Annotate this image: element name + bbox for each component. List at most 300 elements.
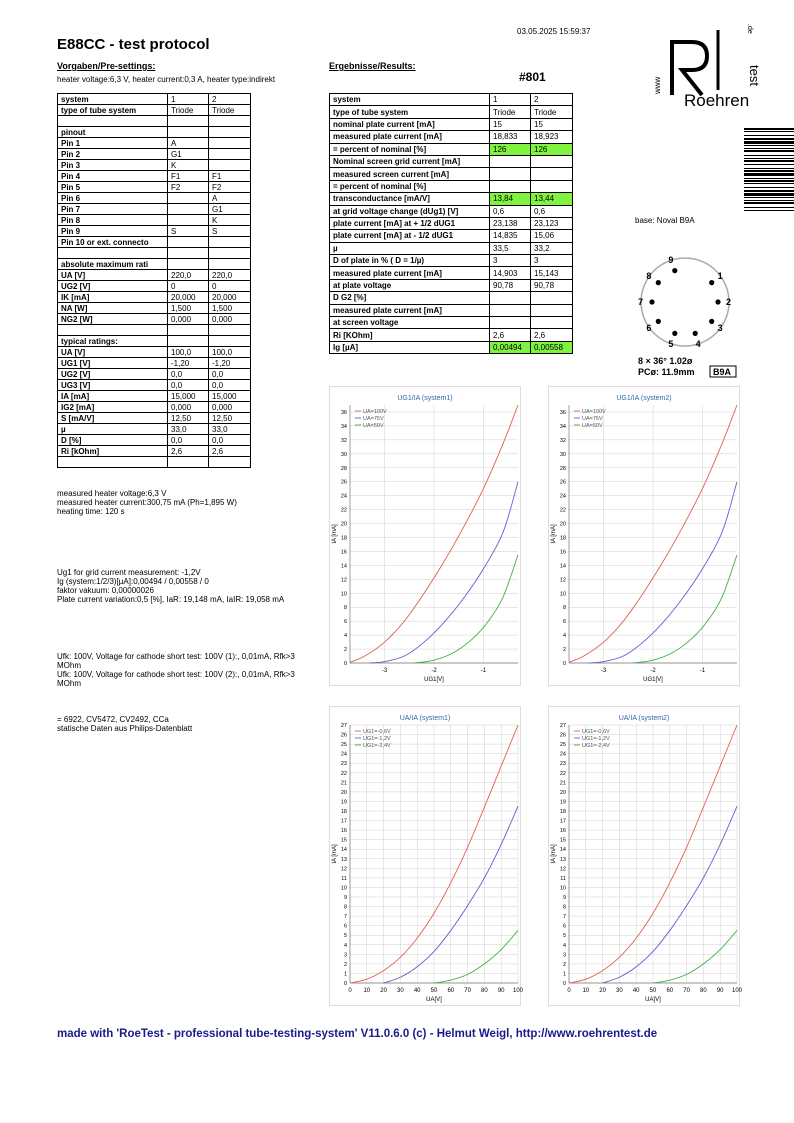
table-row <box>58 204 251 215</box>
roehrentest-logo <box>653 20 762 110</box>
y-tick-label: 6 <box>343 619 347 626</box>
system-1-value <box>490 317 531 329</box>
pin-4-label: 4 <box>695 338 701 349</box>
system-1-value: 126 <box>490 143 531 155</box>
system-2-value <box>209 138 251 149</box>
table-row <box>58 424 251 435</box>
system-2-value <box>531 180 573 192</box>
row-label: D of plate in % ( D = 1/µ) <box>330 255 490 267</box>
system-1-value <box>168 248 209 259</box>
y-tick-label: 18 <box>340 809 347 815</box>
system-1-value <box>490 180 531 192</box>
y-tick-label: 18 <box>559 535 566 542</box>
system-2-value: 0 <box>209 281 251 292</box>
x-tick-label: 10 <box>582 988 590 994</box>
pin-6-label: 6 <box>646 322 652 333</box>
base-spec-1: 8 × 36° 1.02ø <box>638 356 693 366</box>
system-2-value: 2 <box>531 94 573 106</box>
system-1-value: 18,833 <box>490 131 531 143</box>
row-label: at plate voltage <box>330 279 490 291</box>
table-row <box>58 127 251 138</box>
row-label: UG1 [V] <box>58 358 168 369</box>
row-label: D G2 [%] <box>330 292 490 304</box>
system-2-value: F1 <box>209 171 251 182</box>
table-row <box>58 259 251 270</box>
y-tick-label: 36 <box>340 409 347 416</box>
x-tick-label: -3 <box>381 668 388 674</box>
system-2-value: 20,000 <box>209 292 251 303</box>
system-2-value <box>209 248 251 259</box>
chart-ug1-ia-system1 <box>329 386 521 686</box>
y-tick-label: 10 <box>559 885 566 892</box>
system-1-value: 1 <box>168 94 209 105</box>
system-1-value: 3 <box>490 255 531 267</box>
table-row <box>330 292 573 304</box>
y-tick-label: 13 <box>559 856 566 863</box>
y-tick-label: 2 <box>343 961 347 968</box>
table-row <box>58 171 251 182</box>
row-label: measured plate current [mA] <box>330 131 490 143</box>
x-tick-label: -3 <box>600 668 607 674</box>
system-1-value: Triode <box>168 105 209 116</box>
y-tick-label: 11 <box>560 875 566 882</box>
row-label: µ <box>330 242 490 254</box>
chart-ua-ia-system2 <box>548 706 743 1006</box>
y-tick-label: 12 <box>559 866 566 873</box>
legend-label: UG1=-0,6V <box>363 729 391 735</box>
y-tick-label: 0 <box>343 981 347 987</box>
y-tick-label: 23 <box>340 761 347 768</box>
heater-notes <box>57 489 317 516</box>
table-row <box>330 317 573 329</box>
system-1-value <box>168 193 209 204</box>
x-axis-label: UG1[V] <box>643 677 663 683</box>
system-1-value: 0,00494 <box>490 341 531 353</box>
system-2-value <box>209 160 251 171</box>
y-tick-label: 16 <box>559 549 566 556</box>
system-2-value <box>209 237 251 248</box>
series-line-3 <box>434 930 518 983</box>
y-tick-label: 2 <box>562 961 566 968</box>
y-tick-label: 20 <box>559 521 566 528</box>
row-label: Pin 1 <box>58 138 168 149</box>
table-row <box>330 329 573 341</box>
y-tick-label: 19 <box>340 799 347 806</box>
pin-2-label: 2 <box>726 297 732 307</box>
chart-title: UG1/IA (system1) <box>397 395 453 402</box>
y-tick-label: 9 <box>562 895 566 901</box>
heater-measured: measured heater voltage:6,3 V <box>57 489 167 498</box>
y-tick-label: 5 <box>562 933 566 940</box>
table-row <box>58 226 251 237</box>
row-label: Pin 2 <box>58 149 168 160</box>
system-1-value: S <box>168 226 209 237</box>
system-1-value: 0,000 <box>168 402 209 413</box>
x-tick-label: -1 <box>480 668 487 674</box>
table-row <box>58 325 251 336</box>
y-tick-label: 25 <box>559 742 566 749</box>
x-tick-label: 50 <box>430 988 438 994</box>
table-row <box>58 237 251 248</box>
system-2-value: 15,143 <box>531 267 573 279</box>
y-tick-label: 20 <box>340 789 347 796</box>
x-tick-label: 30 <box>616 988 623 994</box>
table-row <box>58 281 251 292</box>
barcode <box>744 128 794 212</box>
y-tick-label: 1 <box>343 971 347 978</box>
table-row <box>58 336 251 347</box>
system-2-value: 100,0 <box>209 347 251 358</box>
vakuum-note: faktor vakuum: 0,00000026 <box>57 586 154 595</box>
system-2-value: 12,50 <box>209 413 251 424</box>
system-2-value: 33,0 <box>209 424 251 435</box>
y-tick-label: 2 <box>343 647 347 654</box>
system-2-value: 1,500 <box>209 303 251 314</box>
y-tick-label: 12 <box>559 577 566 584</box>
system-1-value: F1 <box>168 171 209 182</box>
pin-7-label: 7 <box>638 297 644 307</box>
y-tick-label: 25 <box>340 742 347 749</box>
y-tick-label: 22 <box>559 770 566 777</box>
pin-1-dot <box>709 280 714 285</box>
presettings-table <box>57 93 251 468</box>
base-label: base: Noval B9A <box>635 216 695 225</box>
y-tick-label: 8 <box>343 605 347 612</box>
x-tick-label: 80 <box>481 988 488 994</box>
row-label <box>58 116 168 127</box>
table-row <box>58 457 251 468</box>
system-2-value: -1,20 <box>209 358 251 369</box>
row-label: Pin 10 or ext. connecto <box>58 237 168 248</box>
system-1-value <box>168 215 209 226</box>
table-row <box>330 217 573 229</box>
y-tick-label: 15 <box>559 837 566 844</box>
series-line-2 <box>589 482 737 663</box>
system-2-value: 0,0 <box>209 435 251 446</box>
y-tick-label: 30 <box>340 451 347 458</box>
legend-label: UG1=-2,4V <box>582 743 610 749</box>
system-2-value <box>209 127 251 138</box>
y-tick-label: 20 <box>340 521 347 528</box>
system-1-value <box>168 116 209 127</box>
y-tick-label: 21 <box>559 780 566 787</box>
system-1-value <box>168 204 209 215</box>
y-tick-label: 28 <box>340 465 347 472</box>
row-label: UG3 [V] <box>58 380 168 391</box>
y-tick-label: 14 <box>340 563 347 570</box>
table-row <box>330 180 573 192</box>
ufk-note-1: Ufk: 100V, Voltage for cathode short test: 100V (1):, 0,01mA, Rfk>3 MOhm <box>57 652 295 670</box>
system-2-value: 13,44 <box>531 193 573 205</box>
y-tick-label: 0 <box>562 661 566 667</box>
y-tick-label: 7 <box>562 914 566 921</box>
table-row <box>58 160 251 171</box>
table-row <box>330 94 573 106</box>
row-label: IA [mA] <box>58 391 168 402</box>
y-tick-label: 7 <box>343 914 347 921</box>
y-tick-label: 27 <box>559 723 566 729</box>
row-label <box>58 325 168 336</box>
pin-1-label: 1 <box>717 271 723 282</box>
system-1-value: 20,000 <box>168 292 209 303</box>
row-label: UA [V] <box>58 270 168 281</box>
system-2-value: 33,2 <box>531 242 573 254</box>
y-tick-label: 8 <box>343 904 347 911</box>
system-1-value: 33,0 <box>168 424 209 435</box>
y-tick-label: 15 <box>340 837 347 844</box>
row-label <box>58 248 168 259</box>
table-row <box>58 413 251 424</box>
y-tick-label: 22 <box>340 507 347 514</box>
system-1-value: A <box>168 138 209 149</box>
y-tick-label: 9 <box>343 895 347 901</box>
y-tick-label: 11 <box>341 875 347 882</box>
row-label: Ri [kOhm] <box>58 446 168 457</box>
table-row <box>58 94 251 105</box>
table-row <box>58 138 251 149</box>
system-1-value: K <box>168 160 209 171</box>
row-label: Pin 4 <box>58 171 168 182</box>
y-tick-label: 0 <box>343 661 347 667</box>
pin-8-label: 8 <box>646 271 652 282</box>
ufk-note-2: Ufk: 100V, Voltage for cathode short test: 100V (2):, 0,01mA, Rfk>3 MOhm <box>57 670 295 688</box>
x-axis-label: UA[V] <box>426 997 442 1003</box>
logo-tld: .de <box>746 24 753 34</box>
pin-5-label: 5 <box>668 338 674 349</box>
results-heading: Ergebnisse/Results: <box>329 61 416 71</box>
system-2-value: A <box>209 193 251 204</box>
heater-presettings: heater voltage:6,3 V, heater current:0,3 A, heater type:indirekt <box>57 75 276 84</box>
y-tick-label: 18 <box>559 809 566 815</box>
row-label: system <box>330 94 490 106</box>
y-tick-label: 27 <box>340 723 347 729</box>
system-2-value: 0,000 <box>209 402 251 413</box>
y-tick-label: 24 <box>340 751 347 758</box>
grid-notes <box>57 568 317 604</box>
table-row <box>58 303 251 314</box>
system-1-value: G1 <box>168 149 209 160</box>
equivalents: = 6922, CV5472, CV2492, CCa <box>57 715 169 724</box>
row-label: = percent of nominal [%] <box>330 180 490 192</box>
y-tick-label: 36 <box>559 409 566 416</box>
x-tick-label: 0 <box>348 988 352 994</box>
y-tick-label: 17 <box>559 818 566 825</box>
row-label: at screen voltage <box>330 317 490 329</box>
y-tick-label: 26 <box>559 732 566 739</box>
pin-3-dot <box>709 319 714 324</box>
system-1-value: 0,0 <box>168 369 209 380</box>
table-row <box>58 116 251 127</box>
system-2-value <box>531 317 573 329</box>
row-label: UG2 [V] <box>58 369 168 380</box>
row-label: measured screen current [mA] <box>330 168 490 180</box>
system-2-value <box>531 168 573 180</box>
x-tick-label: 90 <box>716 988 724 994</box>
y-tick-label: 22 <box>559 507 566 514</box>
x-tick-label: 70 <box>683 988 690 994</box>
table-row <box>58 402 251 413</box>
row-label: at grid voltage change (dUg1) [V] <box>330 205 490 217</box>
y-tick-label: 14 <box>559 563 566 570</box>
row-label: measured plate current [mA] <box>330 267 490 279</box>
x-tick-label: 10 <box>363 988 371 994</box>
system-1-value: 0,6 <box>490 205 531 217</box>
x-tick-label: 70 <box>464 988 471 994</box>
system-1-value <box>168 325 209 336</box>
y-tick-label: 32 <box>559 437 566 444</box>
system-1-value <box>168 259 209 270</box>
legend-label: UA=100V <box>582 409 606 415</box>
cathode-notes <box>57 652 319 688</box>
system-1-value: 14,903 <box>490 267 531 279</box>
system-1-value <box>168 237 209 248</box>
heater-current: measured heater current:300,75 mA (Ph=1,895 W) <box>57 498 237 507</box>
system-1-value <box>490 168 531 180</box>
x-tick-label: 30 <box>397 988 404 994</box>
row-label: D [%] <box>58 435 168 446</box>
system-1-value: 2,6 <box>168 446 209 457</box>
x-tick-label: -2 <box>431 668 437 674</box>
y-tick-label: 30 <box>559 451 566 458</box>
system-2-value: 90,78 <box>531 279 573 291</box>
x-tick-label: 90 <box>497 988 505 994</box>
table-row <box>58 314 251 325</box>
row-label: plate current [mA] at - 1/2 dUG1 <box>330 230 490 242</box>
system-2-value: Triode <box>531 106 573 118</box>
timestamp: 03.05.2025 15:59:37 <box>517 27 591 36</box>
system-1-value <box>168 336 209 347</box>
row-label: transconductance [mA/V] <box>330 193 490 205</box>
table-row <box>58 193 251 204</box>
y-tick-label: 20 <box>559 789 566 796</box>
system-1-value: 0,0 <box>168 435 209 446</box>
system-1-value: 90,78 <box>490 279 531 291</box>
system-2-value: 2 <box>209 94 251 105</box>
system-2-value <box>209 325 251 336</box>
system-2-value: Triode <box>209 105 251 116</box>
system-1-value: 12,50 <box>168 413 209 424</box>
system-2-value: S <box>209 226 251 237</box>
logo-domain: test <box>747 65 762 86</box>
row-label: UA [V] <box>58 347 168 358</box>
footer-credits: made with 'RoeTest - professional tube-testing-system' V11.0.6.0 (c) - Helmut Weigl, http://www.roehrentest.de <box>57 1028 658 1040</box>
x-axis-label: UG1[V] <box>424 677 444 683</box>
page-title: E88CC - test protocol <box>57 36 210 53</box>
row-label: µ <box>58 424 168 435</box>
y-tick-label: 24 <box>559 493 566 500</box>
y-tick-label: 18 <box>340 535 347 542</box>
y-tick-label: 8 <box>562 904 566 911</box>
table-row <box>330 304 573 316</box>
logo-sub: www <box>653 76 662 94</box>
y-tick-label: 12 <box>340 866 347 873</box>
table-row <box>58 380 251 391</box>
row-label <box>58 457 168 468</box>
ig-note: Ig (system:1/2/3)[µA]:0,00494 / 0,00558 / 0 <box>57 577 209 586</box>
y-tick-label: 32 <box>340 437 347 444</box>
y-tick-label: 23 <box>559 761 566 768</box>
system-1-value: 23,138 <box>490 217 531 229</box>
series-line-3 <box>633 555 737 663</box>
y-tick-label: 21 <box>340 780 347 787</box>
row-label: absolute maximum rati <box>58 259 168 270</box>
table-row <box>330 230 573 242</box>
pin-6-dot <box>656 319 661 324</box>
row-label: Pin 3 <box>58 160 168 171</box>
system-1-value <box>168 457 209 468</box>
series-line-3 <box>414 555 518 663</box>
tube-number: #801 <box>519 70 546 84</box>
table-row <box>58 358 251 369</box>
y-tick-label: 26 <box>340 732 347 739</box>
row-label: type of tube system <box>330 106 490 118</box>
x-tick-label: 60 <box>447 988 455 994</box>
system-2-value: 0,0 <box>209 380 251 391</box>
y-tick-label: 2 <box>562 647 566 654</box>
chart-title: UG1/IA (system2) <box>616 395 672 402</box>
y-tick-label: 14 <box>340 847 347 854</box>
chart-title: UA/IA (system1) <box>399 715 451 722</box>
table-row <box>330 155 573 167</box>
y-axis-label: IA [mA] <box>551 524 557 544</box>
legend-label: UA=50V <box>363 423 384 429</box>
y-tick-label: 34 <box>559 423 566 430</box>
table-row <box>58 446 251 457</box>
pin-8-dot <box>656 280 661 285</box>
y-tick-label: 4 <box>562 633 566 640</box>
table-row <box>58 149 251 160</box>
y-tick-label: 6 <box>562 923 566 930</box>
pin-4-dot <box>693 331 698 336</box>
system-1-value: Triode <box>490 106 531 118</box>
y-tick-label: 26 <box>559 479 566 486</box>
system-2-value: 3 <box>531 255 573 267</box>
system-1-value: 33,5 <box>490 242 531 254</box>
table-row <box>330 118 573 130</box>
y-tick-label: 4 <box>343 942 347 949</box>
system-2-value: 15,000 <box>209 391 251 402</box>
y-tick-label: 10 <box>340 591 347 598</box>
y-tick-label: 12 <box>340 577 347 584</box>
system-2-value: 18,923 <box>531 131 573 143</box>
row-label: plate current [mA] at + 1/2 dUG1 <box>330 217 490 229</box>
row-label: IK [mA] <box>58 292 168 303</box>
row-label: = percent of nominal [%] <box>330 143 490 155</box>
chart-ua-ia-system1 <box>329 706 524 1006</box>
table-row <box>58 435 251 446</box>
y-tick-label: 14 <box>559 847 566 854</box>
x-tick-label: -2 <box>650 668 656 674</box>
system-2-value <box>531 155 573 167</box>
row-label: typical ratings: <box>58 336 168 347</box>
row-label: Pin 7 <box>58 204 168 215</box>
legend-label: UG1=-1,2V <box>582 736 610 742</box>
x-tick-label: 0 <box>567 988 571 994</box>
system-1-value: 15 <box>490 118 531 130</box>
system-2-value <box>209 336 251 347</box>
row-label: Ri [KOhm] <box>330 329 490 341</box>
row-label: Pin 8 <box>58 215 168 226</box>
x-tick-label: 40 <box>632 988 640 994</box>
row-label: system <box>58 94 168 105</box>
system-1-value <box>490 304 531 316</box>
y-tick-label: 1 <box>562 971 566 978</box>
system-2-value <box>209 259 251 270</box>
system-1-value: 15,000 <box>168 391 209 402</box>
row-label: S [mA/V] <box>58 413 168 424</box>
y-tick-label: 10 <box>340 885 347 892</box>
y-tick-label: 19 <box>559 799 566 806</box>
